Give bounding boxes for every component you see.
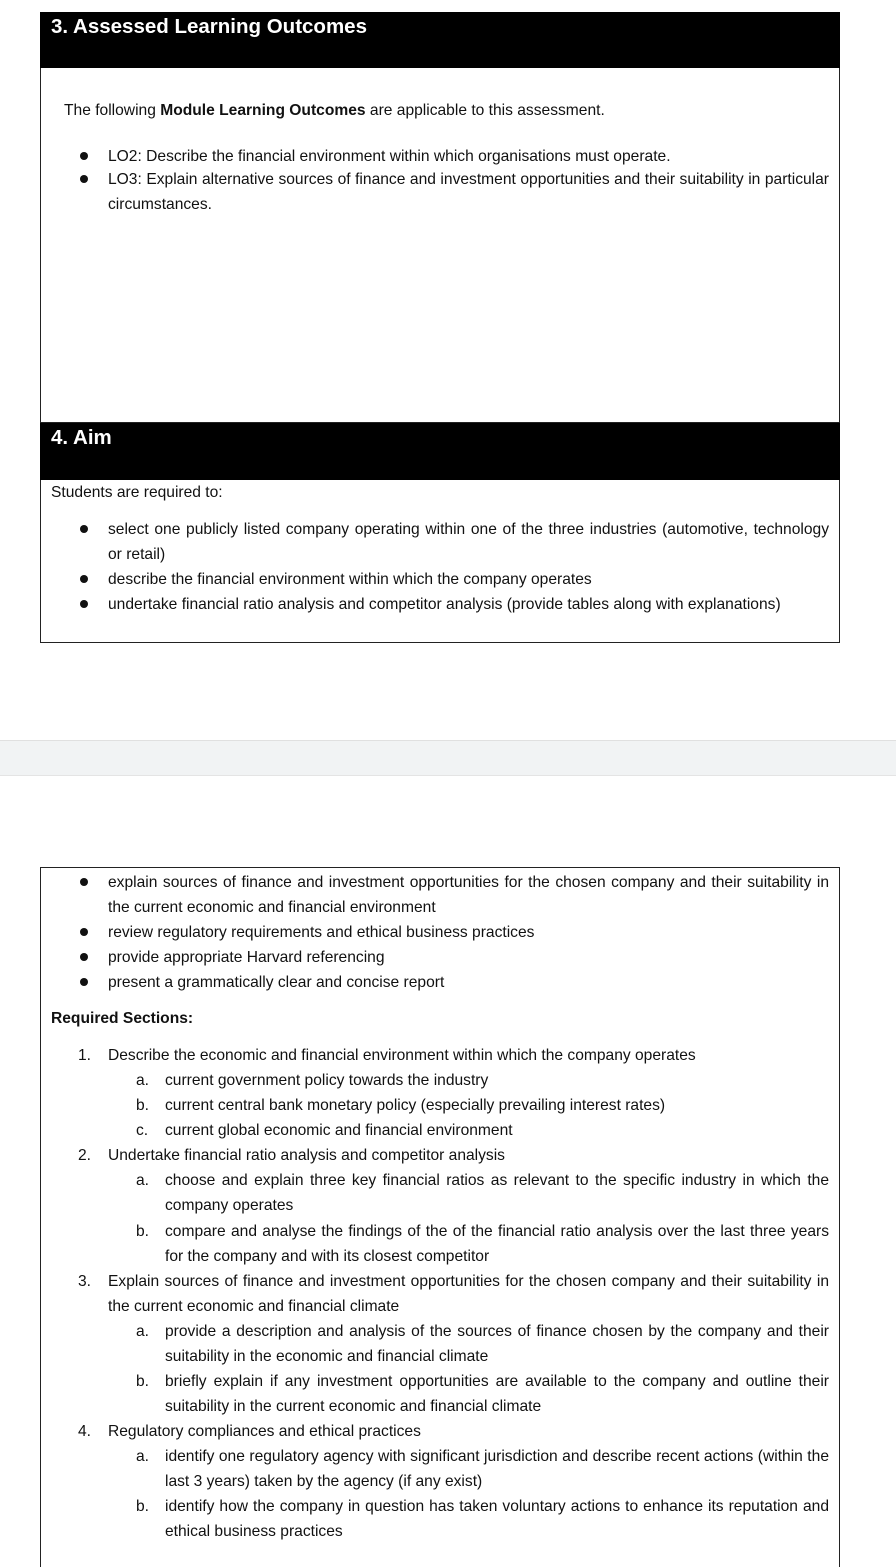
sub-letter: a. xyxy=(136,1323,150,1340)
section-number: 2. xyxy=(78,1147,92,1164)
page-break xyxy=(0,740,896,776)
sub-item: current global economic and financial environment xyxy=(165,1122,513,1139)
required-sections-heading: Required Sections: xyxy=(51,1010,194,1027)
sub-letter: c. xyxy=(136,1122,149,1139)
section-3-header xyxy=(40,12,840,68)
bullet xyxy=(80,600,90,610)
bullet xyxy=(80,878,90,888)
sub-item: briefly explain if any investment opportunities are available to the company and outline their suitability in the current economic and financial climate xyxy=(165,1373,829,1415)
sub-letter: b. xyxy=(136,1498,150,1515)
sub-letter: b. xyxy=(136,1097,150,1114)
aim-item: review regulatory requirements and ethical business practices xyxy=(108,924,535,941)
outcomes-intro: The following Module Learning Outcomes are applicable to this assessment. xyxy=(64,102,605,119)
learning-outcome-item: LO2: Describe the financial environment within which organisations must operate. xyxy=(108,148,671,165)
section-4-title: 4. Aim xyxy=(51,426,112,449)
bullet xyxy=(80,928,90,938)
sub-item: provide a description and analysis of the sources of finance chosen by the company and their suitability in the economic and financial climate xyxy=(165,1323,829,1365)
section-4-header xyxy=(40,423,840,480)
sub-item: choose and explain three key financial ratios as relevant to the specific industry in which the company operates xyxy=(165,1172,829,1214)
aim-item: select one publicly listed company operating within one of the three industries (automotive, technology or retail) xyxy=(108,521,829,563)
bullet xyxy=(80,525,90,535)
aim-item: undertake financial ratio analysis and competitor analysis (provide tables along with explanations) xyxy=(108,596,781,613)
sub-letter: a. xyxy=(136,1072,150,1089)
document-page-1 xyxy=(0,0,896,740)
bullet xyxy=(80,953,90,963)
required-section-item: Undertake financial ratio analysis and competitor analysis xyxy=(108,1147,505,1164)
aim-item: provide appropriate Harvard referencing xyxy=(108,949,385,966)
section-number: 3. xyxy=(78,1273,92,1290)
sub-item: compare and analyse the findings of the of the financial ratio analysis over the last three years for the company and with its closest competitor xyxy=(165,1223,829,1265)
bullet xyxy=(80,175,90,185)
aim-item: explain sources of finance and investment opportunities for the chosen company and their suitability in the current economic and financial environment xyxy=(108,874,829,916)
sub-item: current government policy towards the industry xyxy=(165,1072,489,1089)
required-section-item: Describe the economic and financial environment within which the company operates xyxy=(108,1047,696,1064)
section-3-title: 3. Assessed Learning Outcomes xyxy=(51,15,367,38)
sub-item: current central bank monetary policy (especially prevailing interest rates) xyxy=(165,1097,666,1114)
sub-letter: a. xyxy=(136,1448,150,1465)
sub-item: identify one regulatory agency with significant jurisdiction and describe recent actions (within the last 3 years) taken by the agency (if any exist) xyxy=(165,1448,829,1490)
sub-letter: b. xyxy=(136,1373,150,1390)
sub-letter: a. xyxy=(136,1172,150,1189)
required-section-item: Regulatory compliances and ethical practices xyxy=(108,1423,421,1440)
aim-intro: Students are required to: xyxy=(51,484,223,501)
sub-letter: b. xyxy=(136,1223,150,1240)
document-page-2 xyxy=(0,776,896,1558)
required-section-item: Explain sources of finance and investment opportunities for the chosen company and their suitability in the current economic and financial climate xyxy=(108,1273,829,1315)
learning-outcome-item: LO3: Explain alternative sources of finance and investment opportunities and their suitability in particular circumstances. xyxy=(108,171,829,213)
bullet xyxy=(80,575,90,585)
aim-item: present a grammatically clear and concise report xyxy=(108,974,445,991)
section-number: 4. xyxy=(78,1423,92,1440)
bullet xyxy=(80,152,90,162)
section-number: 1. xyxy=(78,1047,92,1064)
intro-bold-text: Module Learning Outcomes xyxy=(160,102,366,119)
bullet xyxy=(80,978,90,988)
sub-item: identify how the company in question has taken voluntary actions to enhance its reputation and ethical business practices xyxy=(165,1498,829,1540)
aim-item: describe the financial environment within which the company operates xyxy=(108,571,592,588)
